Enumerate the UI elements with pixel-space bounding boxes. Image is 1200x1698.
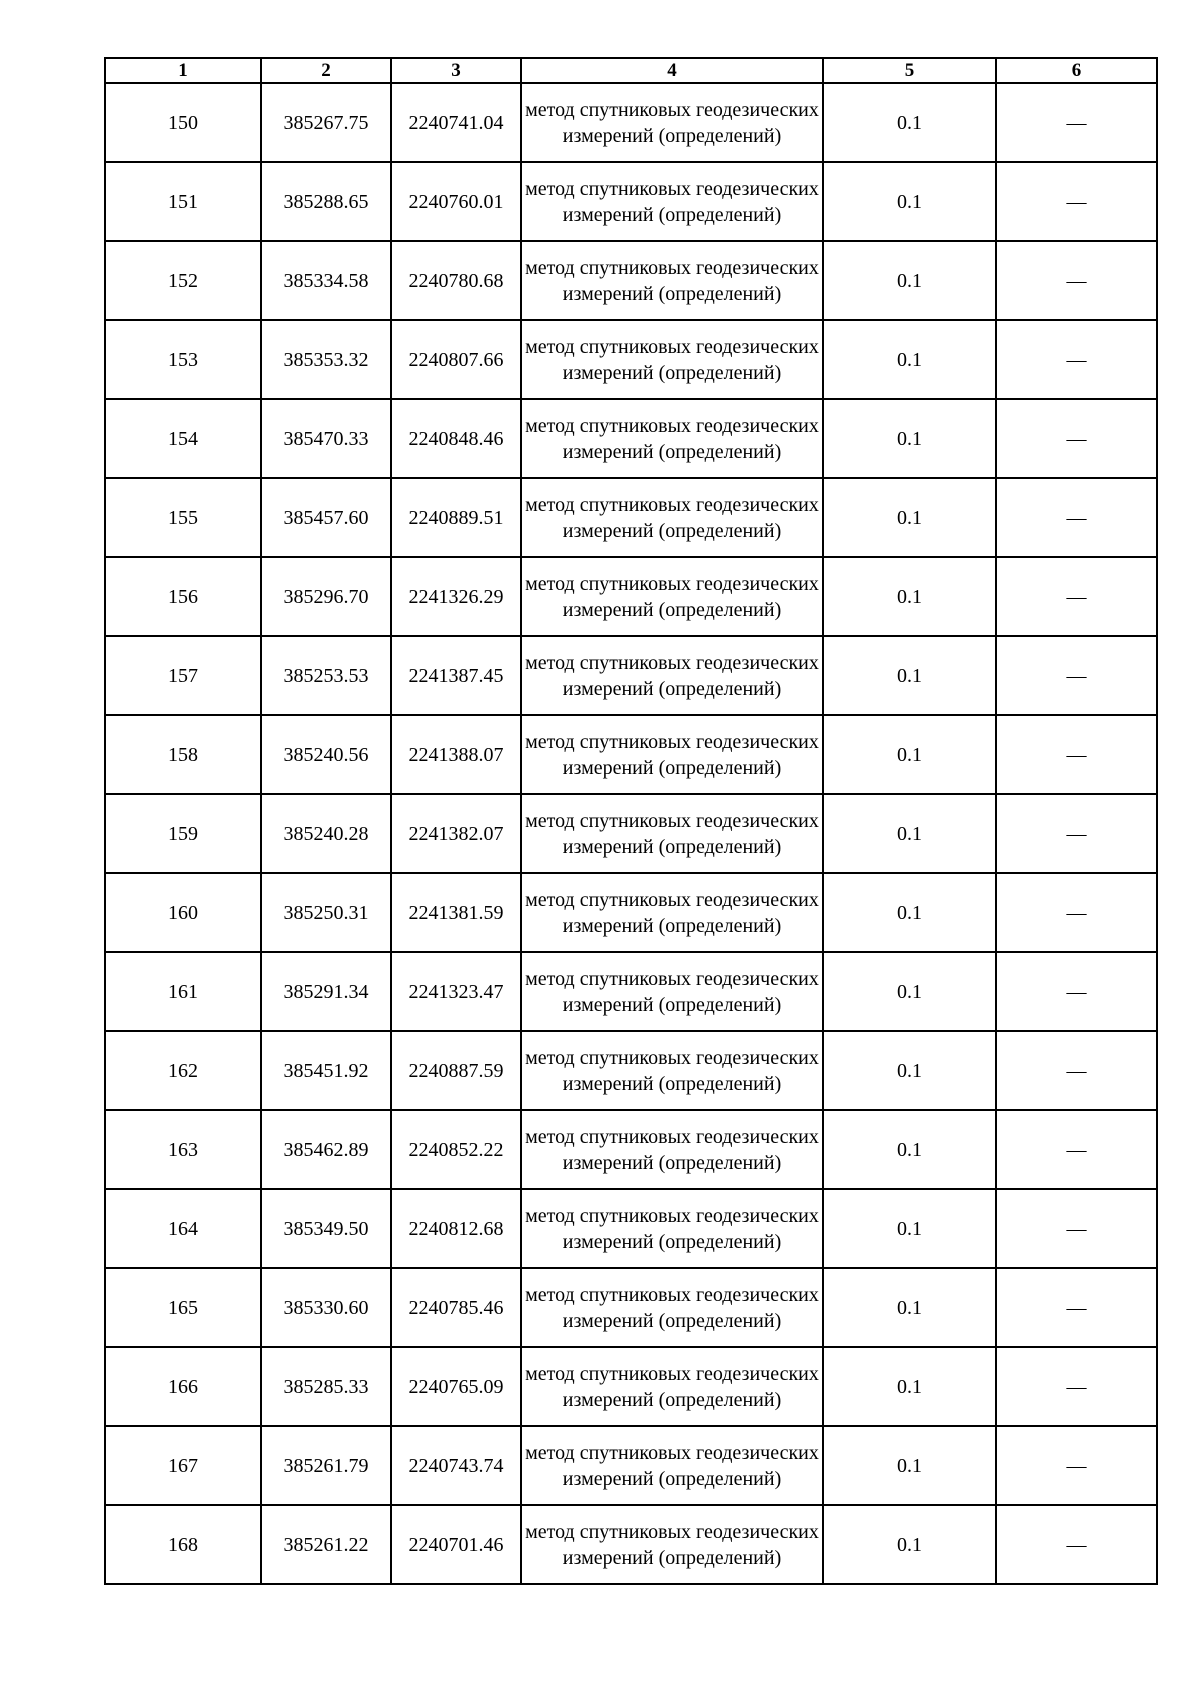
note-cell: —	[996, 478, 1157, 557]
x-coordinate-cell: 385288.65	[261, 162, 391, 241]
method-cell: метод спутниковых геодезических измерений (определений)	[521, 83, 823, 162]
note-cell: —	[996, 241, 1157, 320]
method-cell: метод спутниковых геодезических измерений (определений)	[521, 636, 823, 715]
accuracy-cell: 0.1	[823, 1505, 996, 1584]
note-cell: —	[996, 162, 1157, 241]
method-cell: метод спутниковых геодезических измерений (определений)	[521, 715, 823, 794]
y-coordinate-cell: 2240741.04	[391, 83, 521, 162]
note-cell: —	[996, 399, 1157, 478]
y-coordinate-cell: 2240765.09	[391, 1347, 521, 1426]
accuracy-cell: 0.1	[823, 1426, 996, 1505]
accuracy-cell: 0.1	[823, 1031, 996, 1110]
header-row	[105, 58, 1157, 83]
accuracy-cell: 0.1	[823, 241, 996, 320]
x-coordinate-cell: 385457.60	[261, 478, 391, 557]
note-cell: —	[996, 557, 1157, 636]
table-row	[105, 1347, 1157, 1426]
method-cell: метод спутниковых геодезических измерений (определений)	[521, 1031, 823, 1110]
point-number-cell: 153	[105, 320, 261, 399]
accuracy-cell: 0.1	[823, 952, 996, 1031]
y-coordinate-cell: 2240887.59	[391, 1031, 521, 1110]
point-number-cell: 163	[105, 1110, 261, 1189]
accuracy-cell: 0.1	[823, 83, 996, 162]
note-cell: —	[996, 1189, 1157, 1268]
accuracy-cell: 0.1	[823, 1110, 996, 1189]
table-row	[105, 715, 1157, 794]
accuracy-cell: 0.1	[823, 1347, 996, 1426]
column-header: 6	[996, 58, 1157, 83]
table-row	[105, 83, 1157, 162]
table-row	[105, 1031, 1157, 1110]
point-number-cell: 164	[105, 1189, 261, 1268]
point-number-cell: 155	[105, 478, 261, 557]
table-row	[105, 1426, 1157, 1505]
note-cell: —	[996, 715, 1157, 794]
method-cell: метод спутниковых геодезических измерений (определений)	[521, 794, 823, 873]
x-coordinate-cell: 385253.53	[261, 636, 391, 715]
table-row	[105, 1110, 1157, 1189]
x-coordinate-cell: 385330.60	[261, 1268, 391, 1347]
coordinates-table	[104, 57, 1158, 1585]
method-cell: метод спутниковых геодезических измерений (определений)	[521, 557, 823, 636]
point-number-cell: 160	[105, 873, 261, 952]
x-coordinate-cell: 385261.79	[261, 1426, 391, 1505]
y-coordinate-cell: 2241382.07	[391, 794, 521, 873]
point-number-cell: 151	[105, 162, 261, 241]
point-number-cell: 158	[105, 715, 261, 794]
method-cell: метод спутниковых геодезических измерений (определений)	[521, 241, 823, 320]
method-cell: метод спутниковых геодезических измерений (определений)	[521, 399, 823, 478]
y-coordinate-cell: 2240780.68	[391, 241, 521, 320]
method-cell: метод спутниковых геодезических измерений (определений)	[521, 1110, 823, 1189]
accuracy-cell: 0.1	[823, 162, 996, 241]
accuracy-cell: 0.1	[823, 478, 996, 557]
x-coordinate-cell: 385291.34	[261, 952, 391, 1031]
x-coordinate-cell: 385240.28	[261, 794, 391, 873]
point-number-cell: 157	[105, 636, 261, 715]
x-coordinate-cell: 385267.75	[261, 83, 391, 162]
note-cell: —	[996, 794, 1157, 873]
accuracy-cell: 0.1	[823, 1189, 996, 1268]
point-number-cell: 156	[105, 557, 261, 636]
table-row	[105, 1505, 1157, 1584]
x-coordinate-cell: 385240.56	[261, 715, 391, 794]
table-row	[105, 1268, 1157, 1347]
y-coordinate-cell: 2240852.22	[391, 1110, 521, 1189]
column-header: 1	[105, 58, 261, 83]
note-cell: —	[996, 1347, 1157, 1426]
method-cell: метод спутниковых геодезических измерений (определений)	[521, 320, 823, 399]
y-coordinate-cell: 2241326.29	[391, 557, 521, 636]
accuracy-cell: 0.1	[823, 873, 996, 952]
method-cell: метод спутниковых геодезических измерений (определений)	[521, 478, 823, 557]
accuracy-cell: 0.1	[823, 320, 996, 399]
point-number-cell: 167	[105, 1426, 261, 1505]
method-cell: метод спутниковых геодезических измерений (определений)	[521, 1268, 823, 1347]
note-cell: —	[996, 873, 1157, 952]
note-cell: —	[996, 320, 1157, 399]
note-cell: —	[996, 952, 1157, 1031]
table-body	[105, 83, 1157, 1584]
y-coordinate-cell: 2241388.07	[391, 715, 521, 794]
y-coordinate-cell: 2240812.68	[391, 1189, 521, 1268]
method-cell: метод спутниковых геодезических измерений (определений)	[521, 1426, 823, 1505]
x-coordinate-cell: 385261.22	[261, 1505, 391, 1584]
x-coordinate-cell: 385353.32	[261, 320, 391, 399]
column-header: 3	[391, 58, 521, 83]
table-row	[105, 952, 1157, 1031]
table-row	[105, 399, 1157, 478]
y-coordinate-cell: 2240785.46	[391, 1268, 521, 1347]
table-row	[105, 478, 1157, 557]
column-header: 2	[261, 58, 391, 83]
x-coordinate-cell: 385250.31	[261, 873, 391, 952]
y-coordinate-cell: 2241387.45	[391, 636, 521, 715]
x-coordinate-cell: 385334.58	[261, 241, 391, 320]
y-coordinate-cell: 2240807.66	[391, 320, 521, 399]
accuracy-cell: 0.1	[823, 794, 996, 873]
note-cell: —	[996, 1031, 1157, 1110]
method-cell: метод спутниковых геодезических измерений (определений)	[521, 873, 823, 952]
point-number-cell: 166	[105, 1347, 261, 1426]
point-number-cell: 152	[105, 241, 261, 320]
table-header	[105, 58, 1157, 83]
method-cell: метод спутниковых геодезических измерений (определений)	[521, 162, 823, 241]
column-header: 5	[823, 58, 996, 83]
table-row	[105, 873, 1157, 952]
accuracy-cell: 0.1	[823, 557, 996, 636]
x-coordinate-cell: 385296.70	[261, 557, 391, 636]
point-number-cell: 162	[105, 1031, 261, 1110]
y-coordinate-cell: 2240760.01	[391, 162, 521, 241]
table-row	[105, 241, 1157, 320]
note-cell: —	[996, 83, 1157, 162]
accuracy-cell: 0.1	[823, 1268, 996, 1347]
y-coordinate-cell: 2240743.74	[391, 1426, 521, 1505]
table-row	[105, 320, 1157, 399]
accuracy-cell: 0.1	[823, 715, 996, 794]
y-coordinate-cell: 2241381.59	[391, 873, 521, 952]
x-coordinate-cell: 385462.89	[261, 1110, 391, 1189]
table-row	[105, 794, 1157, 873]
table-row	[105, 162, 1157, 241]
note-cell: —	[996, 1505, 1157, 1584]
table-row	[105, 636, 1157, 715]
method-cell: метод спутниковых геодезических измерений (определений)	[521, 1505, 823, 1584]
method-cell: метод спутниковых геодезических измерений (определений)	[521, 1347, 823, 1426]
y-coordinate-cell: 2240848.46	[391, 399, 521, 478]
point-number-cell: 161	[105, 952, 261, 1031]
x-coordinate-cell: 385470.33	[261, 399, 391, 478]
x-coordinate-cell: 385349.50	[261, 1189, 391, 1268]
table-row	[105, 1189, 1157, 1268]
accuracy-cell: 0.1	[823, 636, 996, 715]
x-coordinate-cell: 385451.92	[261, 1031, 391, 1110]
column-header: 4	[521, 58, 823, 83]
point-number-cell: 165	[105, 1268, 261, 1347]
y-coordinate-cell: 2241323.47	[391, 952, 521, 1031]
point-number-cell: 159	[105, 794, 261, 873]
note-cell: —	[996, 636, 1157, 715]
note-cell: —	[996, 1426, 1157, 1505]
accuracy-cell: 0.1	[823, 399, 996, 478]
method-cell: метод спутниковых геодезических измерений (определений)	[521, 1189, 823, 1268]
note-cell: —	[996, 1110, 1157, 1189]
method-cell: метод спутниковых геодезических измерений (определений)	[521, 952, 823, 1031]
note-cell: —	[996, 1268, 1157, 1347]
y-coordinate-cell: 2240701.46	[391, 1505, 521, 1584]
point-number-cell: 154	[105, 399, 261, 478]
table-row	[105, 557, 1157, 636]
point-number-cell: 168	[105, 1505, 261, 1584]
point-number-cell: 150	[105, 83, 261, 162]
y-coordinate-cell: 2240889.51	[391, 478, 521, 557]
x-coordinate-cell: 385285.33	[261, 1347, 391, 1426]
